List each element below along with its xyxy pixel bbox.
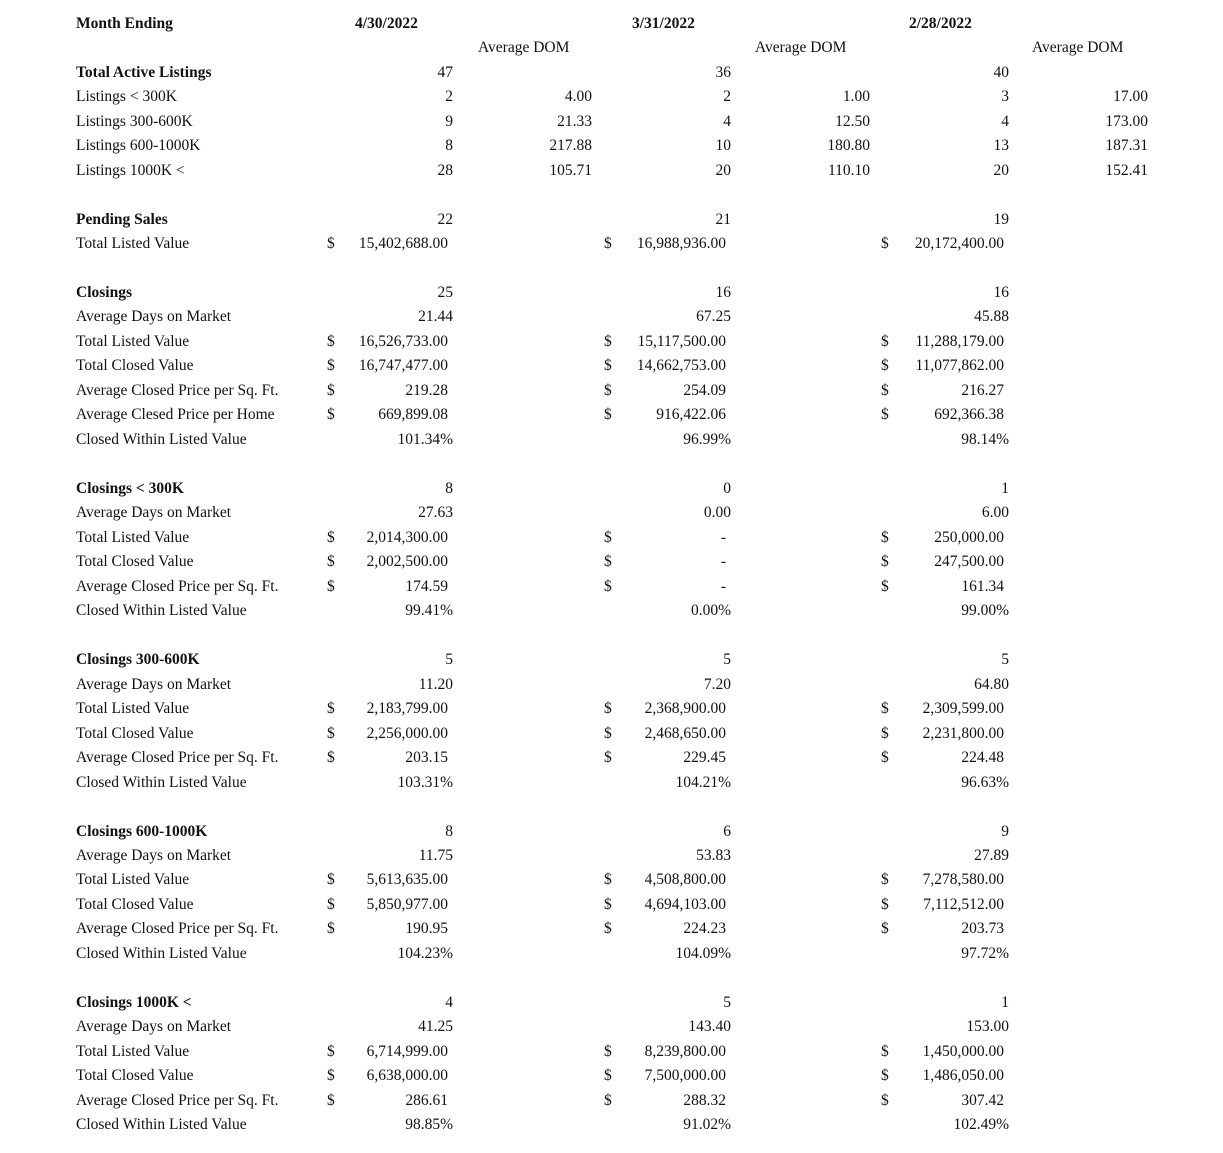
row-label: Total Closed Value (76, 357, 194, 374)
dollar-sign: $ (881, 896, 889, 913)
dollar-sign: $ (881, 235, 889, 252)
dom-cell: 217.88 (549, 137, 592, 154)
count-cell: 47 (437, 64, 453, 81)
total-listed-value-row (0, 1040, 1223, 1064)
count-cell: 5 (1001, 651, 1009, 668)
month-column-header: 2/28/2022 (909, 15, 972, 32)
price-per-home-row (0, 403, 1223, 427)
value-cell: 27.89 (974, 847, 1009, 864)
row-label: Closed Within Listed Value (76, 1116, 247, 1133)
row-label: Total Listed Value (76, 871, 190, 888)
dollar-sign: $ (604, 333, 612, 350)
count-cell: 1 (1001, 994, 1009, 1011)
percent-cell: 98.14% (961, 431, 1009, 448)
count-cell: 2 (445, 88, 453, 105)
percent-cell: 103.31% (397, 774, 453, 791)
count-cell: 21 (715, 211, 731, 228)
dollar-sign: $ (881, 1092, 889, 1109)
dom-header-row (0, 36, 1223, 60)
row-label: Average Days on Market (76, 504, 232, 521)
money-cell: 692,366.38 (934, 406, 1004, 423)
count-cell: 19 (993, 211, 1009, 228)
count-cell: 5 (723, 651, 731, 668)
money-cell: 11,288,179.00 (915, 333, 1004, 350)
dollar-sign: $ (604, 896, 612, 913)
dollar-sign: $ (881, 749, 889, 766)
value-cell: 6.00 (981, 504, 1009, 521)
percent-cell: 0.00% (690, 602, 731, 619)
money-cell: 219.28 (405, 382, 448, 399)
count-cell: 4 (445, 994, 453, 1011)
count-cell: 5 (723, 994, 731, 1011)
row-label: Listings < 300K (76, 88, 177, 105)
dollar-sign: $ (327, 749, 335, 766)
dollar-sign: $ (881, 578, 889, 595)
closed-within-listed-row (0, 428, 1223, 452)
dollar-sign: $ (881, 382, 889, 399)
dollar-sign: $ (881, 920, 889, 937)
row-label: Closed Within Listed Value (76, 431, 247, 448)
count-cell: 8 (445, 480, 453, 497)
dollar-sign: $ (604, 725, 612, 742)
dollar-sign: $ (604, 871, 612, 888)
money-cell: 2,014,300.00 (366, 529, 448, 546)
average-dom-row (0, 844, 1223, 868)
money-cell: 14,662,753.00 (636, 357, 726, 374)
money-cell: 2,002,500.00 (366, 553, 448, 570)
average-dom-header: Average DOM (1032, 39, 1124, 56)
count-cell: 2 (723, 88, 731, 105)
dollar-sign: $ (604, 553, 612, 570)
row-label: Average Closed Price per Sq. Ft. (76, 920, 279, 937)
total-closed-value-row (0, 722, 1223, 746)
value-cell: 53.83 (696, 847, 731, 864)
money-cell: 174.59 (405, 578, 448, 595)
money-cell: 229.45 (683, 749, 726, 766)
row-label: Total Listed Value (76, 700, 190, 717)
money-cell: 8,239,800.00 (644, 1043, 726, 1060)
value-cell: 0.00 (703, 504, 731, 521)
value-cell: 21.44 (418, 308, 453, 325)
money-cell: 16,988,936.00 (636, 235, 726, 252)
header-row (0, 12, 1223, 36)
dollar-sign: $ (327, 529, 335, 546)
row-label: Total Listed Value (76, 1043, 190, 1060)
dollar-sign: $ (327, 700, 335, 717)
money-cell: 2,183,799.00 (366, 700, 448, 717)
dom-cell: 110.10 (827, 162, 870, 179)
dom-cell: 1.00 (842, 88, 870, 105)
dollar-sign: $ (881, 1067, 889, 1084)
money-cell: 190.95 (405, 920, 448, 937)
money-cell: 7,500,000.00 (644, 1067, 726, 1084)
value-cell: 11.20 (418, 676, 453, 693)
closed-within-listed-row (0, 942, 1223, 966)
row-label: Closed Within Listed Value (76, 602, 247, 619)
money-cell: 247,500.00 (934, 553, 1004, 570)
segment-total-row (0, 991, 1223, 1015)
pending-sales-row (0, 208, 1223, 232)
count-cell: 22 (437, 211, 453, 228)
dollar-sign: $ (327, 1067, 335, 1084)
row-label: Closed Within Listed Value (76, 774, 247, 791)
percent-cell: 104.23% (397, 945, 453, 962)
row-label: Listings 300-600K (76, 113, 193, 130)
total-listed-value-row (0, 330, 1223, 354)
dollar-sign: $ (604, 1067, 612, 1084)
percent-cell: 104.09% (675, 945, 731, 962)
money-cell: 224.48 (961, 749, 1004, 766)
segment-total-row (0, 477, 1223, 501)
average-dom-row (0, 501, 1223, 525)
money-cell: 203.73 (961, 920, 1004, 937)
count-cell: 4 (723, 113, 731, 130)
money-cell: 15,117,500.00 (637, 333, 726, 350)
total-listed-value-row (0, 526, 1223, 550)
listings-row (0, 134, 1223, 158)
pending-listed-value-row (0, 232, 1223, 256)
section-title: Total Active Listings (76, 64, 212, 81)
dollar-sign: $ (881, 700, 889, 717)
total-closed-value-row (0, 893, 1223, 917)
row-label: Average Closed Price per Sq. Ft. (76, 578, 279, 595)
average-dom-row (0, 305, 1223, 329)
dollar-sign: $ (604, 578, 612, 595)
section-title: Closings 300-600K (76, 651, 200, 668)
row-label: Average Closed Price per Sq. Ft. (76, 749, 279, 766)
dollar-sign: $ (327, 1092, 335, 1109)
money-cell: 5,850,977.00 (366, 896, 448, 913)
dollar-sign: $ (881, 406, 889, 423)
value-cell: 143.40 (688, 1018, 731, 1035)
average-dom-header: Average DOM (478, 39, 570, 56)
dollar-sign: $ (327, 333, 335, 350)
count-cell: 8 (445, 823, 453, 840)
price-per-sqft-row (0, 1089, 1223, 1113)
value-cell: 41.25 (418, 1018, 453, 1035)
dollar-sign: $ (881, 357, 889, 374)
segment-total-row (0, 648, 1223, 672)
money-cell: 224.23 (683, 920, 726, 937)
money-cell: 216.27 (961, 382, 1004, 399)
total-listed-value-row (0, 868, 1223, 892)
month-column-header: 4/30/2022 (355, 15, 418, 32)
money-cell: 1,486,050.00 (922, 1067, 1004, 1084)
count-cell: 20 (715, 162, 731, 179)
dollar-sign: $ (881, 725, 889, 742)
dollar-sign: $ (881, 529, 889, 546)
row-label: Total Listed Value (76, 333, 190, 350)
dom-cell: 187.31 (1105, 137, 1148, 154)
money-cell: 916,422.06 (656, 406, 726, 423)
count-cell: 6 (723, 823, 731, 840)
count-cell: 9 (1001, 823, 1009, 840)
active-listings-total-row (0, 61, 1223, 85)
dollar-sign: $ (604, 357, 612, 374)
listings-row (0, 110, 1223, 134)
closings-total-row (0, 281, 1223, 305)
money-cell: 6,638,000.00 (366, 1067, 448, 1084)
money-cell: 11,077,862.00 (915, 357, 1004, 374)
money-cell: 2,256,000.00 (366, 725, 448, 742)
row-label: Average Days on Market (76, 308, 232, 325)
dom-cell: 17.00 (1113, 88, 1148, 105)
dom-cell: 173.00 (1105, 113, 1148, 130)
count-cell: 9 (445, 113, 453, 130)
dollar-sign: $ (604, 406, 612, 423)
money-cell: 20,172,400.00 (914, 235, 1004, 252)
money-cell: 7,278,580.00 (922, 871, 1004, 888)
row-label: Total Closed Value (76, 553, 194, 570)
percent-cell: 104.21% (675, 774, 731, 791)
count-cell: 5 (445, 651, 453, 668)
row-label: Average Closed Price per Sq. Ft. (76, 382, 279, 399)
dollar-sign: $ (327, 896, 335, 913)
dollar-sign: $ (881, 333, 889, 350)
dollar-sign: $ (327, 357, 335, 374)
row-label: Average Days on Market (76, 1018, 232, 1035)
dom-cell: 180.80 (827, 137, 870, 154)
count-cell: 13 (993, 137, 1009, 154)
money-cell: 254.09 (683, 382, 726, 399)
closed-within-listed-row (0, 771, 1223, 795)
count-cell: 28 (437, 162, 453, 179)
row-label: Average Days on Market (76, 676, 232, 693)
dollar-sign: $ (327, 578, 335, 595)
money-cell: 15,402,688.00 (358, 235, 448, 252)
row-label: Average Closed Price per Sq. Ft. (76, 1092, 279, 1109)
row-label: Average Days on Market (76, 847, 232, 864)
month-ending-label: Month Ending (76, 15, 173, 32)
dollar-sign: $ (604, 920, 612, 937)
section-title: Pending Sales (76, 211, 168, 228)
price-per-sqft-row (0, 575, 1223, 599)
percent-cell: 91.02% (683, 1116, 731, 1133)
dollar-sign: $ (327, 235, 335, 252)
segment-total-row (0, 820, 1223, 844)
count-cell: 10 (715, 137, 731, 154)
money-cell: 286.61 (405, 1092, 448, 1109)
money-cell: 307.42 (961, 1092, 1004, 1109)
section-title: Closings < 300K (76, 480, 184, 497)
dollar-sign: $ (327, 920, 335, 937)
value-cell: 7.20 (703, 676, 731, 693)
count-cell: 0 (723, 480, 731, 497)
percent-cell: 102.49% (953, 1116, 1009, 1133)
money-cell: 16,747,477.00 (358, 357, 448, 374)
closed-within-listed-row (0, 599, 1223, 623)
row-label: Listings 1000K < (76, 162, 185, 179)
section-title: Closings 600-1000K (76, 823, 208, 840)
month-column-header: 3/31/2022 (632, 15, 695, 32)
money-cell: 2,231,800.00 (922, 725, 1004, 742)
money-cell: 288.32 (683, 1092, 726, 1109)
value-cell: 27.63 (418, 504, 453, 521)
money-cell: 4,508,800.00 (644, 871, 726, 888)
count-cell: 36 (715, 64, 731, 81)
count-cell: 16 (993, 284, 1009, 301)
percent-cell: 98.85% (405, 1116, 453, 1133)
row-label: Closed Within Listed Value (76, 945, 247, 962)
dollar-sign: $ (604, 749, 612, 766)
price-per-sqft-row (0, 746, 1223, 770)
percent-cell: 99.00% (961, 602, 1009, 619)
money-cell: 1,450,000.00 (922, 1043, 1004, 1060)
dom-cell: 21.33 (557, 113, 592, 130)
dollar-sign: $ (327, 871, 335, 888)
value-cell: 64.80 (974, 676, 1009, 693)
percent-cell: 96.63% (961, 774, 1009, 791)
average-dom-row (0, 1015, 1223, 1039)
dollar-sign: $ (604, 235, 612, 252)
dom-cell: 152.41 (1105, 162, 1148, 179)
average-dom-header: Average DOM (755, 39, 847, 56)
money-cell: 250,000.00 (934, 529, 1004, 546)
count-cell: 3 (1001, 88, 1009, 105)
dollar-sign: $ (881, 1043, 889, 1060)
dollar-sign: $ (604, 1092, 612, 1109)
dollar-sign: $ (327, 406, 335, 423)
row-label: Average Clesed Price per Home (76, 406, 275, 423)
money-cell: 161.34 (961, 578, 1004, 595)
total-listed-value-row (0, 697, 1223, 721)
dollar-sign: $ (604, 382, 612, 399)
dollar-sign: $ (327, 725, 335, 742)
percent-cell: 99.41% (405, 602, 453, 619)
dom-cell: 4.00 (564, 88, 592, 105)
dollar-sign: $ (881, 871, 889, 888)
count-cell: 4 (1001, 113, 1009, 130)
money-cell: 2,368,900.00 (644, 700, 726, 717)
money-cell: 203.15 (405, 749, 448, 766)
value-cell: 153.00 (966, 1018, 1009, 1035)
count-cell: 25 (437, 284, 453, 301)
total-closed-value-row (0, 354, 1223, 378)
average-dom-row (0, 673, 1223, 697)
count-cell: 16 (715, 284, 731, 301)
percent-cell: 101.34% (397, 431, 453, 448)
row-label: Total Listed Value (76, 235, 190, 252)
total-closed-value-row (0, 550, 1223, 574)
section-title: Closings (76, 284, 132, 301)
row-label: Total Closed Value (76, 1067, 194, 1084)
dom-cell: 105.71 (549, 162, 592, 179)
dollar-sign: $ (604, 700, 612, 717)
dom-cell: 12.50 (835, 113, 870, 130)
money-cell: - (720, 529, 726, 546)
dollar-sign: $ (327, 553, 335, 570)
value-cell: 45.88 (974, 308, 1009, 325)
money-cell: 4,694,103.00 (644, 896, 726, 913)
row-label: Total Closed Value (76, 896, 194, 913)
closed-within-listed-row (0, 1113, 1223, 1137)
money-cell: 16,526,733.00 (358, 333, 448, 350)
price-per-sqft-row (0, 379, 1223, 403)
value-cell: 11.75 (418, 847, 453, 864)
money-cell: 7,112,512.00 (923, 896, 1004, 913)
money-cell: 2,468,650.00 (644, 725, 726, 742)
dollar-sign: $ (327, 382, 335, 399)
money-cell: - (720, 578, 726, 595)
percent-cell: 96.99% (683, 431, 731, 448)
price-per-sqft-row (0, 917, 1223, 941)
count-cell: 40 (993, 64, 1009, 81)
dollar-sign: $ (604, 1043, 612, 1060)
money-cell: - (720, 553, 726, 570)
row-label: Total Listed Value (76, 529, 190, 546)
money-cell: 6,714,999.00 (366, 1043, 448, 1060)
count-cell: 20 (993, 162, 1009, 179)
row-label: Total Closed Value (76, 725, 194, 742)
money-cell: 5,613,635.00 (366, 871, 448, 888)
money-cell: 669,899.08 (378, 406, 448, 423)
total-closed-value-row (0, 1064, 1223, 1088)
dollar-sign: $ (604, 529, 612, 546)
value-cell: 67.25 (696, 308, 731, 325)
listings-row (0, 85, 1223, 109)
dollar-sign: $ (881, 553, 889, 570)
listings-row (0, 159, 1223, 183)
row-label: Listings 600-1000K (76, 137, 201, 154)
money-cell: 2,309,599.00 (922, 700, 1004, 717)
dollar-sign: $ (327, 1043, 335, 1060)
percent-cell: 97.72% (961, 945, 1009, 962)
count-cell: 1 (1001, 480, 1009, 497)
section-title: Closings 1000K < (76, 994, 192, 1011)
count-cell: 8 (445, 137, 453, 154)
